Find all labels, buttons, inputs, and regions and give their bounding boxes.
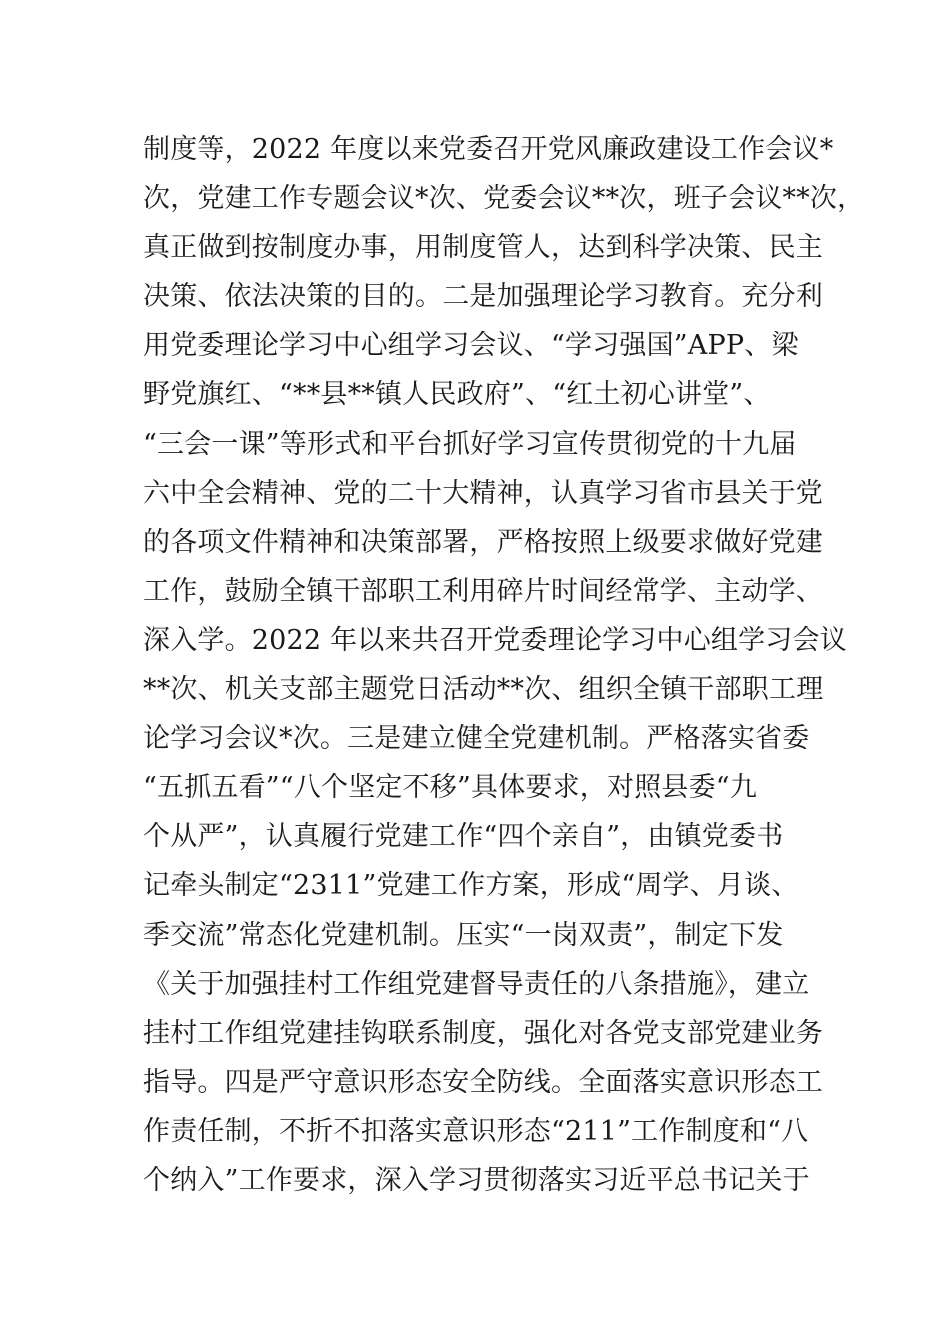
text-line: 个纳入”工作要求，深入学习贯彻落实习近平总书记关于 [143,1164,810,1196]
text-line: 季交流”常态化党建机制。压实“一岗双责”，制定下发 [143,919,784,951]
text-line: 野党旗红、“**县**镇人民政府”、“红土初心讲堂”、 [143,379,771,411]
text-line: 用党委理论学习中心组学习会议、“学习强国”APP、梁 [143,330,799,362]
text-line: 记牵头制定“2311”党建工作方案，形成“周学、月谈、 [143,870,799,902]
text-line: 制度等，2022 年度以来党委召开党风廉政建设工作会议* [143,134,834,165]
text-line: 六中全会精神、党的二十大精神，认真学习省市县关于党 [143,477,823,509]
text-line: 工作，鼓励全镇干部职工利用碎片时间经常学、主动学、 [143,575,823,607]
body-text [143,125,865,1205]
text-line: 挂村工作组党建挂钩联系制度，强化对各党支部党建业务 [143,1017,823,1049]
text-line: 深入学。2022 年以来共召开党委理论学习中心组学习会议 [143,624,847,656]
text-line: 的各项文件精神和决策部署，严格按照上级要求做好党建 [143,526,823,558]
text-line: 论学习会议*次。三是建立健全党建机制。严格落实省委 [143,723,810,755]
text-line: 个从严”，认真履行党建工作“四个亲自”，由镇党委书 [143,821,784,853]
text-line: 次，党建工作专题会议*次、党委会议**次，班子会议**次， [143,183,865,215]
text-line: 指导。四是严守意识形态安全防线。全面落实意识形态工 [143,1066,823,1098]
text-line: “五抓五看”“八个坚定不移”具体要求，对照县委“九 [143,772,758,804]
text-line: 真正做到按制度办事，用制度管人，达到科学决策、民主 [143,232,823,264]
text-line: **次、机关支部主题党日活动**次、组织全镇干部职工理 [143,674,824,706]
text-line: “三会一课”等形式和平台抓好学习宣传贯彻党的十九届 [143,428,797,460]
text-line: 《关于加强挂村工作组党建督导责任的八条措施》，建立 [143,968,810,1000]
text-line: 作责任制，不折不扣落实意识形态“211”工作制度和“八 [143,1115,809,1147]
text-line: 决策、依法决策的目的。二是加强理论学习教育。充分利 [143,281,823,313]
